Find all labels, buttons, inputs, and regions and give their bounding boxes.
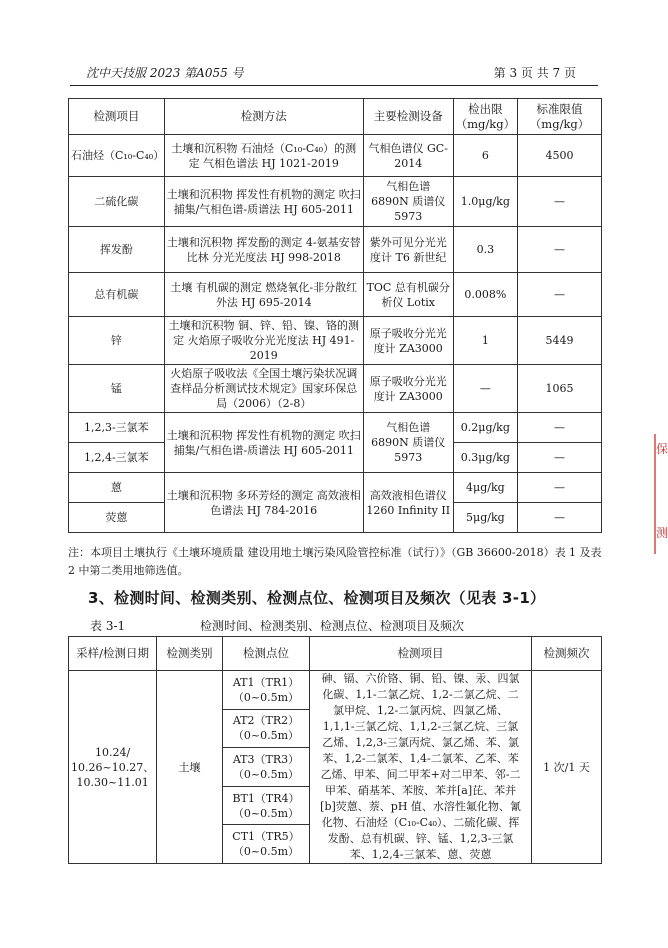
- limit-cell: 5μg/kg: [453, 503, 517, 533]
- item-cell: 1,2,3-三氯苯: [69, 413, 165, 443]
- method-cell: 土壤和沉积物 挥发性有机物的测定 吹扫捕集/气相色谱-质谱法 HJ 605-2011: [164, 413, 363, 473]
- item-cell: 蒽: [69, 473, 165, 503]
- table-row: [69, 317, 602, 365]
- limit-cell: 4μg/kg: [453, 473, 517, 503]
- col-header: 标准限值（mg/kg）: [518, 99, 602, 135]
- col-header: 采样/检测日期: [69, 637, 157, 671]
- table-label: 表 3-1: [90, 619, 126, 633]
- header-rule: [70, 85, 598, 86]
- table-row: [69, 473, 602, 503]
- point-cell: [222, 709, 309, 748]
- report-number: 沈中天技服 2023 第A055 号: [86, 66, 244, 80]
- category-cell: 土壤: [157, 671, 223, 864]
- method-cell: 土壤 有机碳的测定 燃烧氧化-非分散红外法 HJ 695-2014: [164, 273, 363, 317]
- method-table: [68, 98, 602, 533]
- device-cell: 高效液相色谱仪 1260 Infinity II: [363, 473, 453, 533]
- schedule-table: [68, 636, 602, 864]
- col-header: 检测项目: [310, 637, 532, 671]
- device-cell: 紫外可见分光光度计 T6 新世纪: [363, 227, 453, 273]
- frequency-cell: 1 次/1 天: [532, 671, 602, 864]
- point-cell: [222, 671, 309, 710]
- item-cell: 锰: [69, 365, 165, 413]
- stamp-char: 测: [655, 526, 668, 540]
- page-info: 第 3 页 共 7 页: [493, 66, 576, 80]
- item-cell: 锌: [69, 317, 165, 365]
- point-cell: [222, 748, 309, 787]
- item-cell: 二硫化碳: [69, 177, 165, 227]
- limit-cell: —: [453, 365, 517, 413]
- date-cell: 10.24/ 10.26~10.27、10.30~11.01: [69, 671, 157, 864]
- stamp-char: 保: [655, 442, 668, 456]
- col-header: 检测频次: [532, 637, 602, 671]
- method-cell: 土壤和沉积物 挥发酚的测定 4-氨基安替比林 分光光度法 HJ 998-2018: [164, 227, 363, 273]
- limit-cell: 0.2μg/kg: [453, 413, 517, 443]
- table-row: [69, 671, 602, 710]
- device-cell: 气相色谱 6890N 质谱仪 5973: [363, 413, 453, 473]
- item-cell: 总有机碳: [69, 273, 165, 317]
- seal-stamp: [654, 434, 668, 554]
- point-cell: [222, 786, 309, 825]
- standard-cell: —: [518, 177, 602, 227]
- point-depth: （0~0.5m）: [232, 845, 300, 859]
- method-cell: 土壤和沉积物 多环芳烃的测定 高效液相色谱法 HJ 784-2016: [164, 473, 363, 533]
- standard-cell: —: [518, 413, 602, 443]
- table-row: [69, 365, 602, 413]
- table-header-row: [69, 99, 602, 135]
- standard-cell: 5449: [518, 317, 602, 365]
- col-header: 检测项目: [69, 99, 165, 135]
- table-note: 注：本项目土壤执行《土壤环境质量 建设用地土壤污染风险管控标准（试行）》（GB 36600-2018）表 1 及表 2 中第二类用地筛选值。: [68, 546, 602, 577]
- col-header: 检测类别: [157, 637, 223, 671]
- section-title: 3、检测时间、检测类别、检测点位、检测项目及频次（见表 3-1）: [88, 589, 546, 607]
- col-header: 检出限（mg/kg）: [453, 99, 517, 135]
- items-cell: 砷、镉、六价铬、铜、铅、镍、汞、四氯化碳、1,1-二氯乙烷、1,2-二氯乙烷、二氯甲烷、1,2-二氯丙烷、四氯乙烯、1,1,1-三氯乙烷、1,1,2-三氯乙烷、三氯乙烯、1,2,3-三氯丙烷、氯乙烯、苯、氯苯、1,2-二氯苯、1,4-二氯苯、乙苯、苯乙烯、甲苯、间二甲苯+对二甲苯、邻-二甲苯、硝基苯、苯胺、苯并[a]芘、苯并[b]荧蒽、萘、pH 值、水溶性氟化物、氰化物、石油烃（C₁₀-C₄₀）、二硫化碳、挥发酚、总有机碳、锌、锰、1,2,3-三氯苯、1,2,4-三氯苯、蒽、荧蒽: [310, 671, 532, 864]
- standard-cell: 4500: [518, 135, 602, 177]
- item-cell: 挥发酚: [69, 227, 165, 273]
- point-name: AT3（TR3）: [232, 752, 300, 766]
- limit-cell: 0.008%: [453, 273, 517, 317]
- method-cell: 火焰原子吸收法《全国土壤污染状况调查样品分析测试技术规定》国家环保总局（2006）（2-8）: [164, 365, 363, 413]
- device-cell: TOC 总有机碳分析仪 Lotix: [363, 273, 453, 317]
- limit-cell: 6: [453, 135, 517, 177]
- limit-cell: 1.0μg/kg: [453, 177, 517, 227]
- table-row: [69, 177, 602, 227]
- device-cell: 气相色谱仪 GC-2014: [363, 135, 453, 177]
- point-cell: [222, 825, 309, 864]
- standard-cell: 1065: [518, 365, 602, 413]
- point-name: AT2（TR2）: [232, 714, 300, 728]
- table-row: [69, 413, 602, 443]
- point-name: BT1（TR4）: [232, 791, 300, 805]
- point-name: AT1（TR1）: [232, 675, 300, 689]
- item-cell: 石油烃（C₁₀-C₄₀）: [69, 135, 165, 177]
- item-cell: 1,2,4-三氯苯: [69, 443, 165, 473]
- table-row: [69, 227, 602, 273]
- point-depth: （0~0.5m）: [232, 690, 300, 704]
- col-header: 主要检测设备: [363, 99, 453, 135]
- standard-cell: —: [518, 273, 602, 317]
- method-cell: 土壤和沉积物 挥发性有机物的测定 吹扫捕集/气相色谱-质谱法 HJ 605-2011: [164, 177, 363, 227]
- device-cell: 原子吸收分光光度计 ZA3000: [363, 365, 453, 413]
- point-depth: （0~0.5m）: [232, 729, 300, 743]
- table-header-row: [69, 637, 602, 671]
- method-cell: 土壤和沉积物 铜、锌、铅、镍、铬的测定 火焰原子吸收分光光度法 HJ 491-2019: [164, 317, 363, 365]
- table-row: [69, 135, 602, 177]
- standard-cell: —: [518, 473, 602, 503]
- limit-cell: 1: [453, 317, 517, 365]
- method-cell: 土壤和沉积物 石油烃（C₁₀-C₄₀）的测定 气相色谱法 HJ 1021-2019: [164, 135, 363, 177]
- standard-cell: —: [518, 503, 602, 533]
- standard-cell: —: [518, 227, 602, 273]
- device-cell: 气相色谱 6890N 质谱仪 5973: [363, 177, 453, 227]
- table-caption: 检测时间、检测类别、检测点位、检测项目及频次: [200, 619, 465, 633]
- point-depth: （0~0.5m）: [232, 806, 300, 820]
- point-name: CT1（TR5）: [232, 830, 300, 844]
- table-row: [69, 273, 602, 317]
- col-header: 检测点位: [222, 637, 309, 671]
- limit-cell: 0.3μg/kg: [453, 443, 517, 473]
- device-cell: 原子吸收分光光度计 ZA3000: [363, 317, 453, 365]
- standard-cell: —: [518, 443, 602, 473]
- col-header: 检测方法: [164, 99, 363, 135]
- limit-cell: 0.3: [453, 227, 517, 273]
- point-depth: （0~0.5m）: [232, 767, 300, 781]
- item-cell: 荧蒽: [69, 503, 165, 533]
